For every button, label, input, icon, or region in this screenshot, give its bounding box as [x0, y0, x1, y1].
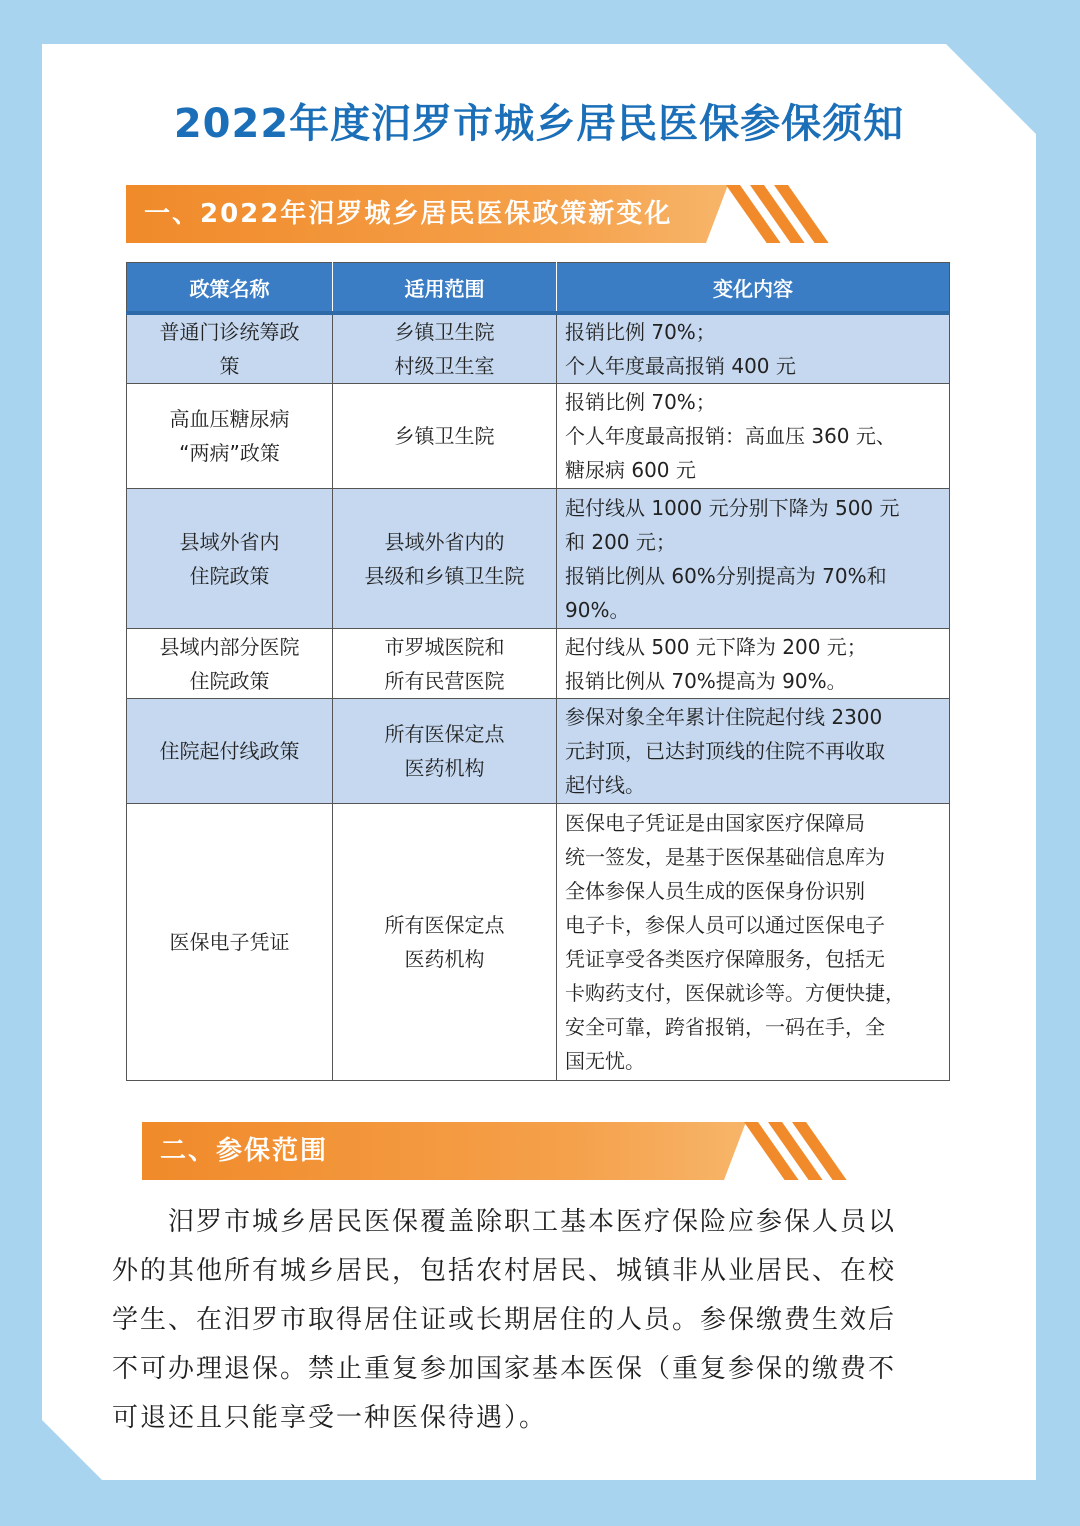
change-cell	[557, 804, 950, 1081]
scope-cell	[333, 629, 557, 699]
policy-table	[126, 262, 950, 1081]
cell-text: 乡镇卫生院	[394, 424, 495, 448]
paragraph-line: 不可办理退保。禁止重复参加国家基本医保（重复参保的缴费不	[112, 1354, 897, 1384]
cell-text: 住院起付线政策	[159, 739, 300, 763]
change-cell	[557, 699, 950, 804]
cell-text: 个人年度最高报销 400 元	[565, 354, 796, 378]
scope-cell	[333, 489, 557, 629]
cell-text: 县域外省内的	[384, 529, 505, 554]
cell-text: 全体参保人员生成的医保身份识别	[565, 879, 865, 903]
cell-text: 报销比例从 60%分别提高为 70%和	[565, 563, 887, 588]
col-header-name: 政策名称	[127, 263, 333, 314]
cell-text: 凭证享受各类医疗保障服务，包括无	[565, 947, 885, 971]
col-header-scope: 适用范围	[333, 263, 557, 314]
cell-text: 市罗城医院和	[384, 634, 505, 659]
cell-text: 报销比例从 70%提高为 90%。	[565, 668, 847, 693]
change-cell	[557, 313, 950, 384]
cell-text: 策	[219, 354, 240, 378]
cell-text: 糖尿病 600 元	[565, 458, 696, 482]
policy-name-cell	[127, 699, 333, 804]
cell-text: “两病”政策	[179, 441, 280, 465]
corner-decoration	[42, 1420, 102, 1480]
policy-name-cell	[127, 384, 333, 489]
cell-text: 医保电子凭证	[169, 930, 290, 954]
table-row	[127, 699, 950, 804]
cell-text: 县级和乡镇卫生院	[364, 563, 525, 588]
cell-text: 和 200 元；	[565, 529, 676, 554]
cell-text: 所有民营医院	[384, 668, 505, 693]
paragraph-line: 汨罗市城乡居民医保覆盖除职工基本医疗保险应参保人员以	[112, 1207, 897, 1237]
change-cell	[557, 629, 950, 699]
policy-name-cell	[127, 804, 333, 1081]
notice-page	[42, 44, 1036, 1480]
cell-text: 90%。	[565, 597, 630, 622]
cell-text: 住院政策	[189, 563, 270, 588]
scope-cell	[333, 804, 557, 1081]
cell-text: 普通门诊统筹政	[159, 320, 300, 344]
table-row	[127, 489, 950, 629]
table-row	[127, 629, 950, 699]
page-title: 2022年度汨罗市城乡居民医保参保须知	[173, 101, 905, 147]
cell-text: 卡购药支付，医保就诊等。方便快捷，	[565, 981, 905, 1005]
cell-text: 元封顶，已达封顶线的住院不再收取	[565, 739, 885, 763]
table-body	[127, 313, 950, 1081]
section1-banner	[126, 185, 806, 243]
paragraph-line: 学生、在汨罗市取得居住证或长期居住的人员。参保缴费生效后	[112, 1305, 897, 1335]
cell-text: 村级卫生室	[394, 354, 495, 378]
policy-name-cell	[127, 629, 333, 699]
cell-text: 所有医保定点	[384, 722, 505, 746]
paragraph-line: 可退还且只能享受一种医保待遇）。	[112, 1403, 548, 1433]
cell-text: 乡镇卫生院	[394, 320, 495, 344]
change-cell	[557, 384, 950, 489]
section2-banner	[142, 1122, 822, 1180]
cell-text: 县域内部分医院	[159, 634, 300, 659]
table-row	[127, 313, 950, 384]
cell-text: 医药机构	[404, 947, 485, 971]
paragraph-line: 外的其他所有城乡居民，包括农村居民、城镇非从业居民、在校	[112, 1256, 897, 1286]
table-header-row	[127, 263, 950, 314]
cell-text: 医保电子凭证是由国家医疗保障局	[565, 811, 865, 835]
cell-text: 电子卡，参保人员可以通过医保电子	[565, 913, 885, 937]
cell-text: 报销比例 70%；	[565, 320, 716, 344]
policy-name-cell	[127, 313, 333, 384]
table-row	[127, 384, 950, 489]
policy-name-cell	[127, 489, 333, 629]
cell-text: 高血压糖尿病	[169, 407, 290, 431]
cell-text: 参保对象全年累计住院起付线 2300	[565, 705, 883, 729]
cell-text: 起付线从 500 元下降为 200 元；	[565, 634, 867, 659]
cell-text: 起付线。	[565, 773, 645, 797]
section1-heading: 一、2022年汨罗城乡居民医保政策新变化	[144, 199, 673, 229]
cell-text: 国无忧。	[565, 1049, 645, 1073]
policy-table-wrap	[126, 262, 949, 1081]
cell-text: 安全可靠，跨省报销，一码在手，全	[565, 1015, 885, 1039]
cell-text: 报销比例 70%；	[565, 390, 716, 414]
cell-text: 统一签发，是基于医保基础信息库为	[565, 845, 885, 869]
coverage-paragraph	[112, 1198, 960, 1443]
cell-text: 个人年度最高报销：高血压 360 元、	[565, 424, 896, 448]
scope-cell	[333, 699, 557, 804]
cell-text: 住院政策	[189, 668, 270, 693]
cell-text: 所有医保定点	[384, 913, 505, 937]
section2-heading: 二、参保范围	[160, 1136, 329, 1166]
cell-text: 起付线从 1000 元分别下降为 500 元	[565, 495, 900, 520]
cell-text: 医药机构	[404, 756, 485, 780]
change-cell	[557, 489, 950, 629]
scope-cell	[333, 313, 557, 384]
scope-cell	[333, 384, 557, 489]
col-header-change: 变化内容	[557, 263, 950, 314]
cell-text: 县域外省内	[179, 529, 280, 554]
table-row	[127, 804, 950, 1081]
